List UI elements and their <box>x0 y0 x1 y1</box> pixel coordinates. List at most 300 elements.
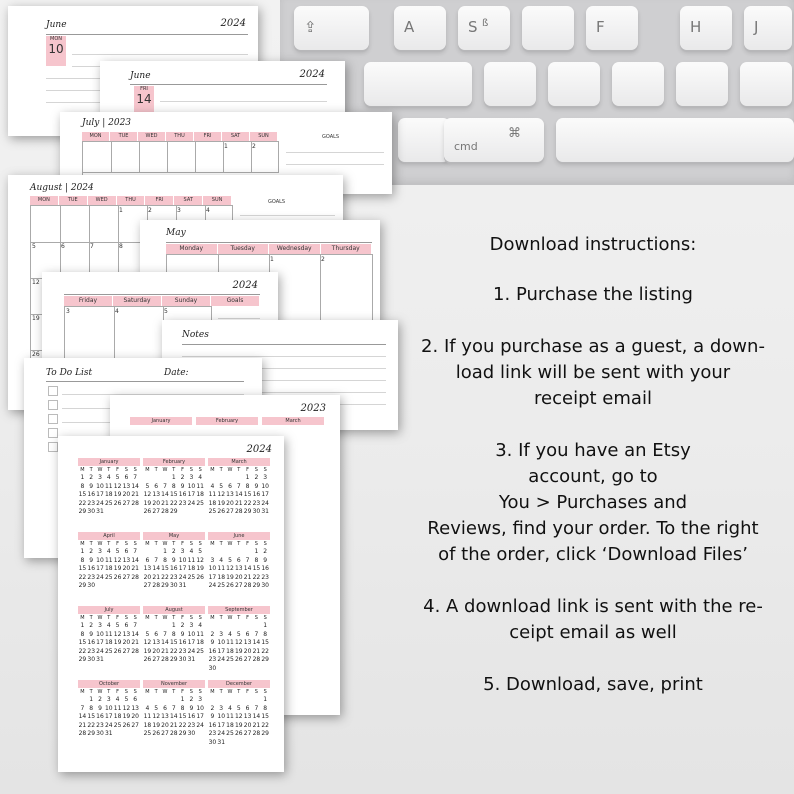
date-cell: 24 <box>96 647 104 655</box>
date-cell: 1 <box>80 474 85 481</box>
checkbox <box>48 386 58 396</box>
date-cell: 14 <box>161 639 169 646</box>
date-cell: 21 <box>234 499 243 507</box>
date-cell: 14 <box>252 713 261 720</box>
date-cell: 16 <box>252 491 261 498</box>
date-cell: 11 <box>226 713 234 720</box>
month-november <box>143 680 205 739</box>
date-cell: 9 <box>89 630 94 638</box>
date-cell: 1 <box>89 696 94 703</box>
date-cell: 24 <box>96 573 104 581</box>
date-cell: 2 <box>210 630 215 638</box>
date-cell: 11 <box>208 491 217 498</box>
date-cell: 1 <box>245 474 250 481</box>
date-cell: 31 <box>187 656 196 663</box>
date-cell: 1 <box>254 548 259 555</box>
date-cell: 4 <box>198 622 203 629</box>
date-cell: 9 <box>263 556 268 564</box>
date-cell: 12 <box>234 713 243 720</box>
date-cell: 19 <box>122 713 131 720</box>
date-cell: 14 <box>131 630 139 638</box>
date-cell: 17 <box>104 713 113 720</box>
date-cell: 15 <box>261 639 269 646</box>
date-cell: 28 <box>252 730 261 737</box>
date-cell: 8 <box>80 630 85 638</box>
date-cell: 22 <box>261 721 269 729</box>
date-cell: 29 <box>78 508 87 515</box>
date-cell: 12 <box>143 639 152 646</box>
date-grid <box>208 622 270 673</box>
key-h: H <box>680 6 732 50</box>
date-cell: 27 <box>143 582 152 589</box>
date-cell: 22 <box>78 573 87 581</box>
date-grid <box>143 548 205 591</box>
yearly-page-2023: 2023 January February March <box>110 395 340 715</box>
date-cell: 3 <box>98 548 102 555</box>
date-cell: 17 <box>187 491 196 498</box>
date-cell: 26 <box>234 730 243 737</box>
date-cell: 31 <box>96 508 104 515</box>
date-cell: 28 <box>78 730 87 737</box>
month-december <box>208 680 270 747</box>
date-cell: 16 <box>96 713 104 720</box>
date-cell: 26 <box>143 508 152 515</box>
date-grid <box>208 474 270 517</box>
date-cell: 9 <box>180 482 185 490</box>
date-cell: 4 <box>106 548 111 555</box>
date-cell: 15 <box>178 713 187 720</box>
date-cell: 27 <box>122 499 131 507</box>
date-cell: 2 <box>180 474 185 481</box>
date-cell: 16 <box>178 639 187 646</box>
key-x <box>548 62 600 106</box>
date-cell: 27 <box>226 508 234 515</box>
date-cell: 6 <box>154 630 159 638</box>
date-cell: 15 <box>78 639 87 646</box>
weekday-row: M T W T F S S <box>80 467 137 473</box>
month-name: July <box>78 606 140 614</box>
month-name: April <box>78 532 140 540</box>
key-b <box>740 62 792 106</box>
date-cell: 13 <box>122 556 131 564</box>
date-cell: 6 <box>124 474 129 481</box>
date-cell: 31 <box>96 656 104 663</box>
date-cell: 10 <box>178 556 187 564</box>
date-cell: 11 <box>104 482 113 490</box>
date-cell: 21 <box>252 721 261 729</box>
date-cell: 19 <box>143 647 152 655</box>
step-5: 5. Download, save, print <box>483 674 703 695</box>
goals-label: GOALS <box>268 199 286 205</box>
date-cell: 22 <box>78 647 87 655</box>
date-cell: 14 <box>243 565 252 572</box>
date-cell: 5 <box>228 556 232 564</box>
date-cell: 5 <box>154 704 159 712</box>
month-july <box>78 606 140 665</box>
date-cell: 4 <box>228 630 232 638</box>
date-cell: 5 <box>145 482 150 490</box>
date-cell: 22 <box>169 499 178 507</box>
date-cell: 14 <box>131 556 139 564</box>
key-c <box>612 62 664 106</box>
page-title: June <box>46 20 67 30</box>
date-cell: 28 <box>234 508 243 515</box>
date-cell: 31 <box>217 738 226 746</box>
date-cell: 29 <box>78 656 87 663</box>
date-cell: 3 <box>98 474 102 481</box>
date-cell: 25 <box>104 573 113 581</box>
date-cell: 22 <box>178 721 187 729</box>
date-cell: 25 <box>113 721 122 729</box>
date-cell: 7 <box>133 548 138 555</box>
date-cell: 4 <box>219 556 224 564</box>
date-cell: 20 <box>226 499 234 507</box>
month-name: August <box>143 606 205 614</box>
weekday-row: M T W T F S S <box>80 689 137 695</box>
date-cell: 12 <box>152 713 161 720</box>
date-cell: 28 <box>152 582 161 589</box>
date-cell: 16 <box>87 491 96 498</box>
date-cell: 23 <box>169 573 178 581</box>
date-cell: 25 <box>187 573 196 581</box>
date-cell: 11 <box>217 565 226 572</box>
date-cell: 18 <box>104 565 113 572</box>
date-cell: 8 <box>171 482 176 490</box>
date-cell: 23 <box>187 721 196 729</box>
date-cell: 13 <box>122 630 131 638</box>
weekday-header: MON TUE WED THU FRI SAT SUN <box>82 132 278 141</box>
date-cell: 21 <box>152 573 161 581</box>
date-cell: 23 <box>87 499 96 507</box>
date-grid <box>78 622 140 665</box>
checkbox <box>48 414 58 424</box>
date-cell: 5 <box>236 630 241 638</box>
date-cell: 16 <box>169 565 178 572</box>
weekday-row: M T W T F S S <box>145 689 202 695</box>
date-cell: 23 <box>208 730 217 737</box>
page-year: 2024 <box>246 444 272 455</box>
date-cell: 6 <box>163 704 167 712</box>
date-cell: 30 <box>261 582 269 589</box>
date-cell: 14 <box>78 713 87 720</box>
date-cell: 30 <box>169 582 178 589</box>
month-name: June <box>208 532 270 540</box>
date-cell: 15 <box>169 639 178 646</box>
date-cell: 23 <box>252 499 261 507</box>
date-cell: 30 <box>208 738 217 746</box>
page-year: 2023 <box>300 403 326 414</box>
tab-arrow-icon: ⇪ <box>304 18 317 36</box>
date-cell: 3 <box>263 474 268 481</box>
date-cell: 1 <box>263 696 268 703</box>
date-cell: 5 <box>219 482 224 490</box>
date-cell: 27 <box>131 721 139 729</box>
date-cell: 25 <box>196 647 204 655</box>
step-1: 1. Purchase the listing <box>493 284 693 305</box>
date-cell: 13 <box>152 639 161 646</box>
month-name: December <box>208 680 270 688</box>
date-cell: 2 <box>189 696 194 703</box>
date-cell: 13 <box>226 491 234 498</box>
date-cell: 19 <box>113 639 122 646</box>
date-cell: 11 <box>187 556 196 564</box>
date-cell: 2 <box>210 704 215 712</box>
weekday-header: Monday Tuesday Wednesday Thursday <box>166 244 372 254</box>
date-cell: 15 <box>161 565 169 572</box>
date-cell: 16 <box>187 713 196 720</box>
date-cell: 28 <box>161 508 169 515</box>
date-cell: 29 <box>243 508 252 515</box>
date-cell: 2 <box>89 548 94 555</box>
date-cell: 8 <box>80 556 85 564</box>
date-cell: 18 <box>196 639 204 646</box>
month-september <box>208 606 270 673</box>
date-cell: 18 <box>104 639 113 646</box>
weekday-row: M T W T F S S <box>80 541 137 547</box>
key-v <box>676 62 728 106</box>
date-cell: 16 <box>208 647 217 655</box>
date-cell: 22 <box>261 647 269 655</box>
date-cell: 12 <box>217 491 226 498</box>
page-title: Notes <box>182 330 209 340</box>
date-cell: 16 <box>87 565 96 572</box>
date-cell: 6 <box>124 622 129 629</box>
date-cell: 25 <box>104 647 113 655</box>
date-cell: 31 <box>178 582 187 589</box>
date-cell: 17 <box>96 565 104 572</box>
date-cell: 17 <box>217 721 226 729</box>
date-cell: 10 <box>96 482 104 490</box>
date-cell: 26 <box>143 656 152 663</box>
date-cell: 19 <box>143 499 152 507</box>
date-cell: 20 <box>243 647 252 655</box>
date-cell: 27 <box>243 656 252 663</box>
date-cell: 8 <box>263 704 268 712</box>
date-cell: 22 <box>243 499 252 507</box>
date-cell: 28 <box>169 730 178 737</box>
date-cell: 6 <box>228 482 232 490</box>
date-cell: 28 <box>252 656 261 663</box>
date-cell: 21 <box>131 565 139 572</box>
step-4: 4. A download link is sent with the re- ceipt email as well <box>423 596 763 643</box>
month-name: March <box>208 458 270 466</box>
page-year: 2024 <box>299 69 325 80</box>
month-may <box>143 532 205 591</box>
date-cell: 14 <box>152 565 161 572</box>
date-cell: 8 <box>245 482 250 490</box>
step-3: 3. If you have an Etsy account, go to You > Purchases and Reviews, find your order. To the right of the order, click ‘Download Files’ <box>427 440 759 565</box>
date-cell: 2 <box>98 696 102 703</box>
date-cell: 2 <box>89 622 94 629</box>
date-cell: 8 <box>171 630 176 638</box>
download-instructions <box>408 232 778 724</box>
date-cell: 26 <box>196 573 204 581</box>
month-name: February <box>143 458 205 466</box>
date-cell: 7 <box>245 556 250 564</box>
date-cell: 3 <box>219 704 224 712</box>
date-cell: 7 <box>254 704 259 712</box>
date-cell: 17 <box>217 647 226 655</box>
date-cell: 17 <box>261 491 269 498</box>
date-cell: 18 <box>187 565 196 572</box>
date-cell: 6 <box>245 630 250 638</box>
date-cell: 4 <box>210 482 215 490</box>
date-cell: 14 <box>169 713 178 720</box>
date-cell: 1 <box>171 474 176 481</box>
month-name: May <box>143 532 205 540</box>
date-cell: 30 <box>187 730 196 737</box>
date-cell: 10 <box>217 713 226 720</box>
date-cell: 3 <box>198 696 203 703</box>
date-grid <box>143 622 205 665</box>
date-cell: 23 <box>178 499 187 507</box>
page-title: August | 2024 <box>30 183 94 193</box>
date-cell: 27 <box>152 508 161 515</box>
date-cell: 4 <box>145 704 150 712</box>
date-cell: 27 <box>243 730 252 737</box>
date-cell: 5 <box>115 622 120 629</box>
date-cell: 3 <box>180 548 185 555</box>
date-cell: 17 <box>187 639 196 646</box>
date-cell: 24 <box>217 656 226 663</box>
date-cell: 16 <box>208 721 217 729</box>
date-box: FRI 14 <box>134 86 154 112</box>
date-grid <box>208 696 270 747</box>
date-cell: 10 <box>217 639 226 646</box>
month-name: January <box>78 458 140 466</box>
date-cell: 7 <box>163 482 167 490</box>
page-year: 2024 <box>232 280 258 291</box>
date-cell: 18 <box>208 499 217 507</box>
date-cell: 6 <box>245 704 250 712</box>
date-cell: 8 <box>180 704 185 712</box>
date-cell: 4 <box>198 474 203 481</box>
date-cell: 9 <box>89 482 94 490</box>
date-cell: 26 <box>217 508 226 515</box>
date-cell: 15 <box>78 565 87 572</box>
date-cell: 9 <box>210 639 215 646</box>
date-cell: 25 <box>226 656 234 663</box>
date-cell: 1 <box>180 696 185 703</box>
date-cell: 28 <box>131 573 139 581</box>
date-cell: 20 <box>243 721 252 729</box>
date-cell: 8 <box>254 556 259 564</box>
date-cell: 18 <box>217 573 226 581</box>
date-cell: 26 <box>226 582 234 589</box>
date-cell: 9 <box>254 482 259 490</box>
date-cell: 3 <box>106 696 111 703</box>
date-cell: 26 <box>113 573 122 581</box>
key-alt <box>398 118 450 162</box>
weekday-header: MON TUE WED THU FRI SAT SUN <box>30 196 232 205</box>
date-cell: 1 <box>80 622 85 629</box>
date-cell: 5 <box>236 704 241 712</box>
date-cell: 8 <box>163 556 167 564</box>
date-cell: 27 <box>161 730 169 737</box>
date-cell: 28 <box>131 499 139 507</box>
date-cell: 18 <box>226 721 234 729</box>
date-cell: 8 <box>80 482 85 490</box>
date-cell: 2 <box>89 474 94 481</box>
date-cell: 13 <box>243 713 252 720</box>
date-grid <box>78 696 140 739</box>
date-grid <box>143 474 205 517</box>
date-cell: 17 <box>96 639 104 646</box>
date-cell: 21 <box>161 499 169 507</box>
date-cell: 11 <box>104 630 113 638</box>
weekday-row: M T W T F S S <box>145 467 202 473</box>
date-cell: 24 <box>178 573 187 581</box>
key-tab <box>294 6 369 50</box>
date-grid <box>208 548 270 591</box>
date-cell: 17 <box>96 491 104 498</box>
date-cell: 28 <box>131 647 139 655</box>
date-cell: 24 <box>104 721 113 729</box>
date-cell: 9 <box>180 630 185 638</box>
date-cell: 3 <box>189 622 194 629</box>
date-cell: 4 <box>115 696 120 703</box>
date-cell: 24 <box>208 582 217 589</box>
date-cell: 13 <box>152 491 161 498</box>
date-cell: 24 <box>187 499 196 507</box>
weekday-row: M T W T F S S <box>210 689 267 695</box>
date-cell: 29 <box>261 730 269 737</box>
key-s: S ß <box>458 6 510 50</box>
date-cell: 24 <box>217 730 226 737</box>
date-cell: 19 <box>217 499 226 507</box>
date-cell: 26 <box>152 730 161 737</box>
date-cell: 19 <box>113 491 122 498</box>
date-box: MON 10 <box>46 36 66 66</box>
date-cell: 10 <box>187 482 196 490</box>
date-cell: 7 <box>154 556 159 564</box>
weekday-row: M T W T F S S <box>145 615 202 621</box>
date-cell: 16 <box>261 565 269 572</box>
date-cell: 18 <box>226 647 234 655</box>
date-cell: 14 <box>161 491 169 498</box>
date-cell: 19 <box>226 573 234 581</box>
date-cell: 11 <box>113 704 122 712</box>
key-z <box>484 62 536 106</box>
date-cell: 25 <box>217 582 226 589</box>
checkbox <box>48 442 58 452</box>
date-cell: 12 <box>196 556 204 564</box>
month-grid: 1 2 <box>82 141 279 194</box>
date-cell: 11 <box>196 482 204 490</box>
date-cell: 21 <box>131 491 139 498</box>
page-title: July | 2023 <box>82 118 132 128</box>
date-cell: 20 <box>131 713 139 720</box>
date-cell: 17 <box>196 713 204 720</box>
month-august <box>143 606 205 665</box>
date-cell: 7 <box>133 474 138 481</box>
date-cell: 15 <box>169 491 178 498</box>
date-cell: 1 <box>80 548 85 555</box>
date-cell: 23 <box>96 721 104 729</box>
date-cell: 19 <box>152 721 161 729</box>
date-cell: 2 <box>263 548 268 555</box>
date-cell: 5 <box>115 474 120 481</box>
key-j: J <box>744 6 792 50</box>
date-cell: 10 <box>96 630 104 638</box>
date-cell: 13 <box>234 565 243 572</box>
page-title: To Do List <box>46 368 93 378</box>
date-cell: 21 <box>131 639 139 646</box>
date-cell: 20 <box>122 639 131 646</box>
step-2: 2. If you purchase as a guest, a down- load link will be sent with your receipt email <box>421 336 765 409</box>
date-cell: 31 <box>104 730 113 737</box>
date-cell: 13 <box>131 704 139 712</box>
